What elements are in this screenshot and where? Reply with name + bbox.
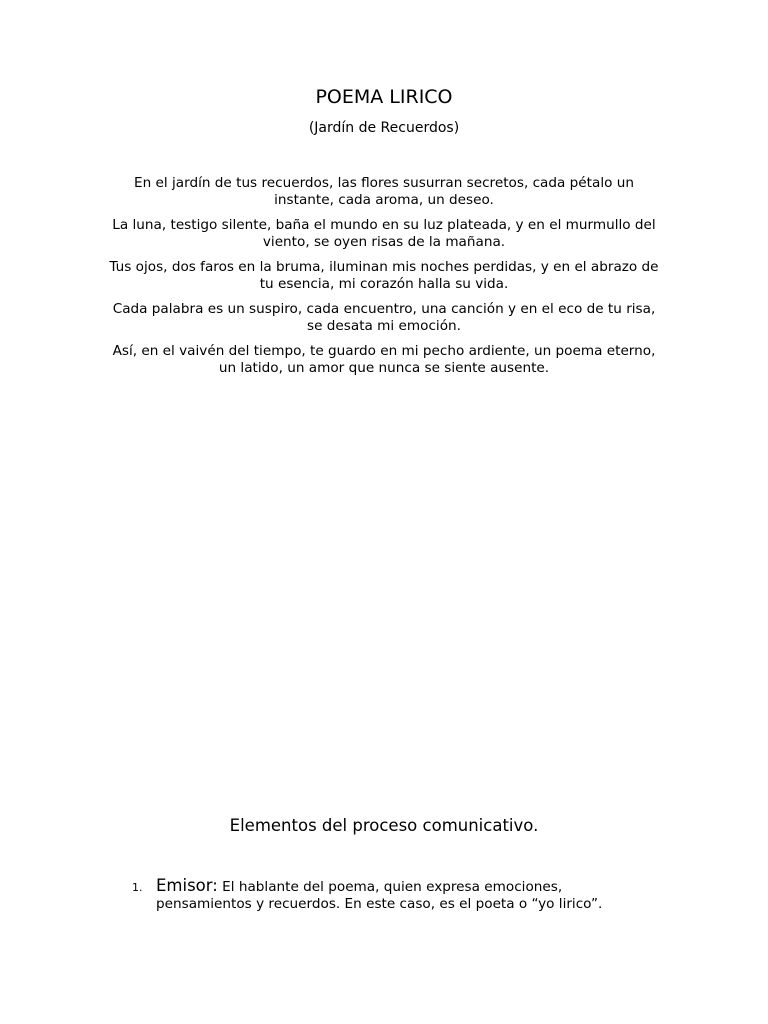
poem-stanza: Tus ojos, dos faros en la bruma, iluminan mis noches perdidas, y en el abrazo de tu esencia, mi corazón halla su vida. — [109, 259, 659, 292]
list-item-description: El hablante del poema, quien expresa emociones, pensamientos y recuerdos. En este caso, es el poeta o “yo lirico”. — [156, 879, 603, 912]
list-item-number: 1. — [132, 881, 143, 894]
poem-stanza: Así, en el vaivén del tiempo, te guardo en mi pecho ardiente, un poema eterno, un latido, un amor que nunca se siente ausente. — [112, 343, 656, 376]
poem-stanza: En el jardín de tus recuerdos, las flores susurran secretos, cada pétalo un instante, cada aroma, un deseo. — [134, 175, 634, 208]
poem-stanza: La luna, testigo silente, baña el mundo en su luz plateada, y en el murmullo del viento, se oyen risas de la mañana. — [112, 217, 656, 250]
list-item-term: Emisor: — [156, 876, 218, 895]
elements-list — [124, 877, 644, 913]
page-subtitle: (Jardín de Recuerdos) — [308, 120, 460, 136]
page-title: POEMA LIRICO — [315, 86, 453, 108]
poem-body — [108, 175, 660, 385]
poem-stanza: Cada palabra es un suspiro, cada encuentro, una canción y en el eco de tu risa, se desata mi emoción. — [112, 301, 656, 334]
section-heading: Elementos del proceso comunicativo. — [229, 816, 539, 835]
list-item — [124, 877, 644, 913]
